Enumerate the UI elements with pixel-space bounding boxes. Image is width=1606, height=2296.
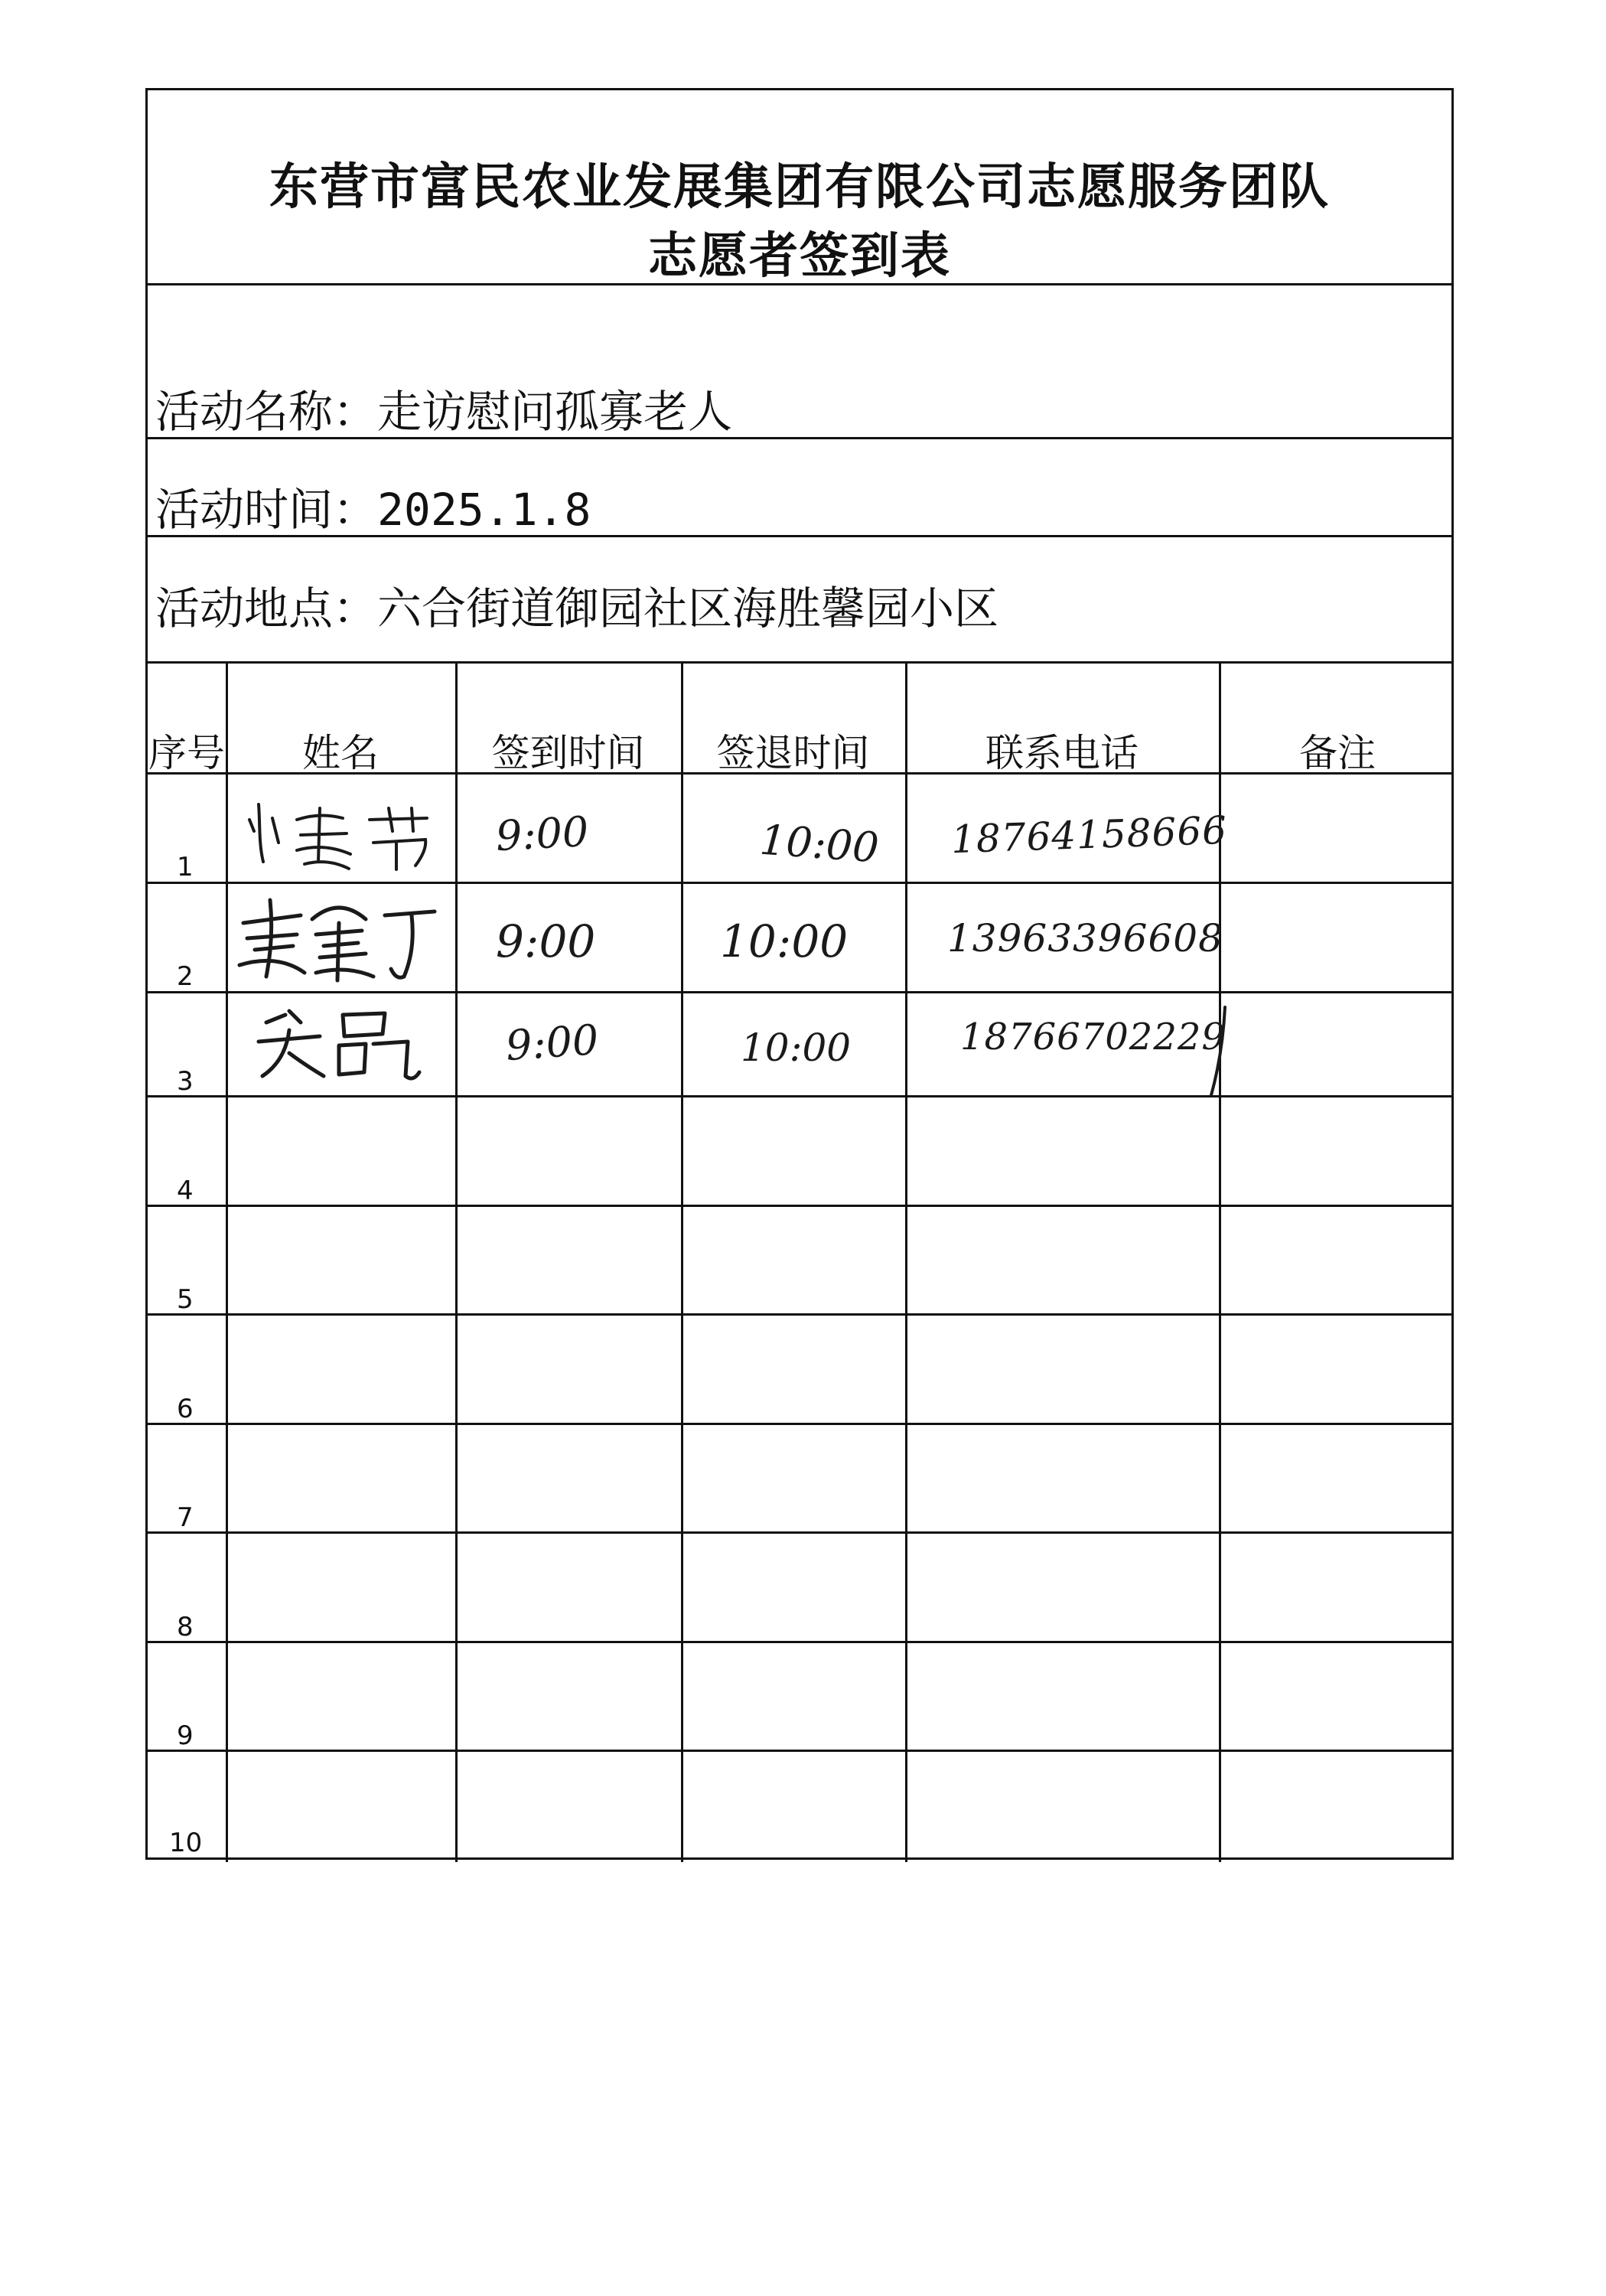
signature-row-3 xyxy=(243,1000,427,1084)
header-no: 序号 xyxy=(148,731,225,775)
row-number: 10 xyxy=(169,1828,203,1858)
activity-place-label: 活动地点： xyxy=(155,582,378,634)
column-divider xyxy=(455,663,458,1862)
activity-place-value: 六合街道御园社区海胜馨园小区 xyxy=(377,582,999,634)
column-divider xyxy=(226,663,228,1862)
header-phone: 联系电话 xyxy=(985,731,1139,775)
row-divider xyxy=(148,882,1451,884)
sign-in-time: 9:00 xyxy=(503,1015,601,1071)
activity-name-label: 活动名称： xyxy=(155,386,378,438)
activity-name-row xyxy=(148,285,1451,439)
row-divider xyxy=(148,1423,1451,1425)
row-number: 9 xyxy=(177,1720,194,1751)
header-sign-out-time: 签退时间 xyxy=(716,731,870,775)
column-divider xyxy=(905,663,907,1862)
row-divider xyxy=(148,1095,1451,1097)
phone-number: 13963396608 xyxy=(947,916,1223,960)
sign-out-time: 10:00 xyxy=(720,915,849,967)
signature-row-1 xyxy=(243,789,442,873)
phone-number: 18764158666 xyxy=(950,807,1228,863)
header-sign-in-time: 签到时间 xyxy=(491,731,645,775)
sign-in-sheet xyxy=(145,88,1454,1860)
header-remarks: 备注 xyxy=(1299,731,1376,775)
activity-time-value: 2025.1.8 xyxy=(377,484,591,536)
row-divider xyxy=(148,991,1451,993)
row-number: 6 xyxy=(177,1394,194,1424)
activity-name-value: 走访慰问孤寡老人 xyxy=(377,386,733,438)
row-divider xyxy=(148,1641,1451,1643)
row-divider xyxy=(148,1205,1451,1207)
sheet-subtitle: 志愿者签到表 xyxy=(648,228,951,285)
row-number: 1 xyxy=(177,852,194,882)
sign-in-table xyxy=(148,663,1451,1862)
sign-in-time: 9:00 xyxy=(494,807,590,861)
column-divider xyxy=(681,663,683,1862)
sign-out-time: 10:00 xyxy=(758,815,881,872)
row-number: 7 xyxy=(177,1502,194,1533)
sheet-title: 东营市富民农业发展集团有限公司志愿服务团队 xyxy=(269,159,1330,216)
row-divider xyxy=(148,1313,1451,1316)
row-number: 3 xyxy=(177,1066,194,1097)
phone-tail-stroke xyxy=(1204,1000,1234,1099)
phone-number: 18766702229 xyxy=(960,1016,1226,1058)
sign-out-time: 10:00 xyxy=(741,1026,852,1070)
header-name: 姓名 xyxy=(302,731,379,775)
activity-time-row xyxy=(148,439,1451,537)
row-divider xyxy=(148,1531,1451,1534)
title-block xyxy=(148,90,1451,285)
row-number: 8 xyxy=(177,1612,194,1642)
row-number: 4 xyxy=(177,1176,194,1206)
row-divider xyxy=(148,1750,1451,1752)
activity-time-label: 活动时间： xyxy=(155,484,378,536)
sign-in-time: 9:00 xyxy=(496,915,596,967)
row-number: 2 xyxy=(177,961,194,992)
signature-row-2 xyxy=(232,892,454,984)
row-number: 5 xyxy=(177,1284,194,1315)
activity-place-row xyxy=(148,537,1451,634)
